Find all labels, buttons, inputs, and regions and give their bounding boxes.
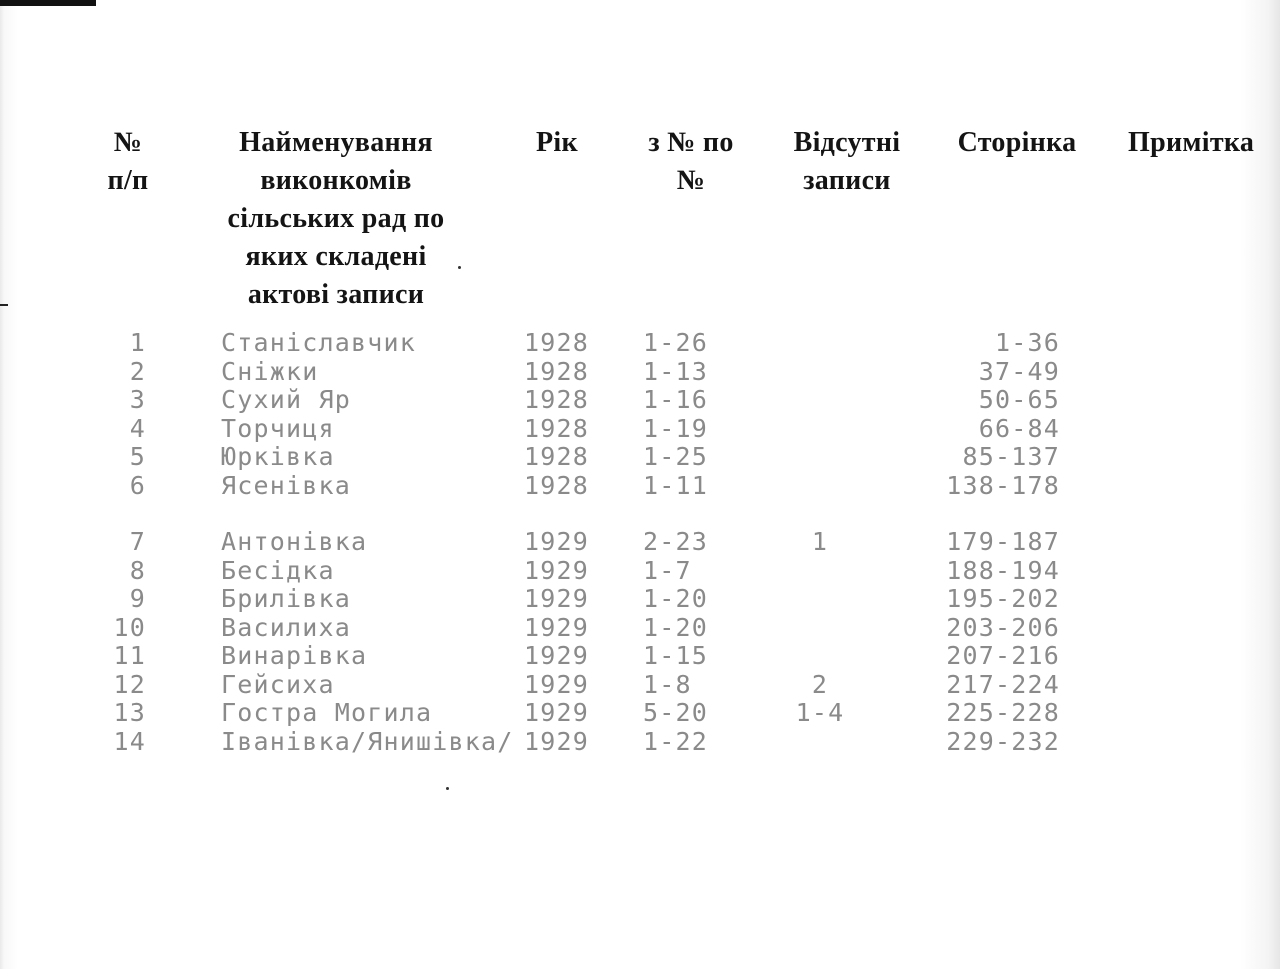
record-year: 1928 bbox=[524, 356, 590, 386]
row-number: 4 bbox=[129, 413, 146, 443]
page-range: 217-224 bbox=[946, 669, 1060, 699]
record-range: 1-11 bbox=[643, 470, 709, 500]
council-name: Брилівка bbox=[221, 584, 352, 613]
record-range: 2-23 bbox=[643, 527, 709, 556]
council-name: Іванівка/Янишівка/ bbox=[221, 726, 514, 756]
row-number: 1 bbox=[129, 328, 146, 357]
table-row bbox=[0, 385, 1280, 414]
council-name: Торчиця bbox=[221, 413, 335, 443]
council-name: Василиха bbox=[221, 612, 352, 642]
header-number: № п/п bbox=[107, 127, 149, 196]
record-year: 1928 bbox=[524, 328, 590, 357]
record-range: 1-13 bbox=[643, 356, 709, 386]
row-number: 3 bbox=[129, 385, 146, 414]
records-table bbox=[0, 328, 1280, 755]
record-range: 1-20 bbox=[643, 584, 709, 613]
page-range: 85-137 bbox=[962, 442, 1060, 471]
record-year: 1928 bbox=[524, 470, 590, 500]
record-year: 1929 bbox=[524, 555, 590, 585]
record-year: 1929 bbox=[524, 584, 590, 613]
record-range: 1-19 bbox=[643, 413, 709, 443]
council-name: Юрківка bbox=[221, 442, 335, 471]
page-range: 225-228 bbox=[946, 698, 1060, 727]
margin-mark bbox=[0, 304, 8, 306]
row-number: 11 bbox=[113, 641, 146, 670]
table-row bbox=[0, 727, 1280, 756]
row-number: 2 bbox=[129, 356, 146, 386]
page-range: 195-202 bbox=[946, 584, 1060, 613]
record-year: 1928 bbox=[524, 442, 590, 471]
record-range: 1-7 bbox=[643, 555, 692, 585]
record-range: 1-20 bbox=[643, 612, 709, 642]
scan-corner-mark bbox=[0, 0, 96, 6]
page-range: 66-84 bbox=[978, 413, 1060, 443]
header-missing: Відсутні записи bbox=[793, 127, 901, 196]
missing-records: 2 bbox=[811, 669, 829, 699]
page-range: 203-206 bbox=[946, 612, 1060, 642]
row-number: 14 bbox=[113, 726, 146, 756]
page-range: 179-187 bbox=[946, 527, 1060, 556]
missing-records: 1-4 bbox=[795, 698, 845, 727]
table-row bbox=[0, 471, 1280, 500]
record-year: 1929 bbox=[524, 641, 590, 670]
table-row bbox=[0, 328, 1280, 357]
council-name: Винарівка bbox=[221, 641, 368, 670]
row-number: 7 bbox=[129, 527, 146, 556]
row-number: 8 bbox=[129, 555, 146, 585]
header-range: з № по № bbox=[648, 127, 734, 196]
row-number: 10 bbox=[113, 612, 146, 642]
ink-speck bbox=[446, 787, 449, 790]
table-row bbox=[0, 442, 1280, 471]
table-row bbox=[0, 527, 1280, 556]
record-year: 1929 bbox=[524, 726, 590, 756]
row-number: 5 bbox=[129, 442, 146, 471]
record-range: 1-8 bbox=[643, 669, 692, 699]
page-range: 229-232 bbox=[946, 726, 1060, 756]
table-row bbox=[0, 670, 1280, 699]
council-name: Гостра Могила bbox=[221, 698, 433, 727]
row-number: 9 bbox=[129, 584, 146, 613]
page-range: 1-36 bbox=[994, 328, 1060, 357]
table-row bbox=[0, 584, 1280, 613]
record-year: 1929 bbox=[524, 527, 590, 556]
record-range: 1-22 bbox=[643, 726, 709, 756]
row-number: 13 bbox=[113, 698, 146, 727]
council-name: Сухий Яр bbox=[221, 385, 352, 414]
record-range: 1-15 bbox=[643, 641, 709, 670]
council-name: Бесідка bbox=[221, 555, 335, 585]
page-range: 37-49 bbox=[978, 356, 1060, 386]
record-year: 1928 bbox=[524, 413, 590, 443]
record-range: 1-26 bbox=[643, 328, 709, 357]
row-number: 12 bbox=[113, 669, 146, 699]
record-year: 1929 bbox=[524, 612, 590, 642]
table-row bbox=[0, 698, 1280, 727]
council-name: Станіславчик bbox=[221, 328, 417, 357]
table-row bbox=[0, 556, 1280, 585]
header-page: Сторінка bbox=[957, 127, 1077, 158]
page-range: 138-178 bbox=[946, 470, 1060, 500]
record-year: 1929 bbox=[524, 698, 590, 727]
record-range: 5-20 bbox=[643, 698, 709, 727]
table-row bbox=[0, 641, 1280, 670]
page-range: 188-194 bbox=[946, 555, 1060, 585]
record-range: 1-25 bbox=[643, 442, 709, 471]
table-row bbox=[0, 357, 1280, 386]
table-row bbox=[0, 414, 1280, 443]
page-range: 207-216 bbox=[946, 641, 1060, 670]
row-number: 6 bbox=[129, 470, 146, 500]
missing-records: 1 bbox=[811, 527, 829, 556]
council-name: Антонівка bbox=[221, 527, 368, 556]
council-name: Сніжки bbox=[221, 356, 319, 386]
header-year: Рік bbox=[536, 127, 578, 158]
council-name: Ясенівка bbox=[221, 470, 352, 500]
record-year: 1929 bbox=[524, 669, 590, 699]
council-name: Гейсиха bbox=[221, 669, 335, 699]
page-range: 50-65 bbox=[978, 385, 1060, 414]
header-name: Найменування виконкомів сільських рад по яких складені актові записи bbox=[227, 127, 445, 310]
record-year: 1928 bbox=[524, 385, 590, 414]
table-row bbox=[0, 613, 1280, 642]
header-note: Примітка bbox=[1128, 127, 1255, 158]
record-range: 1-16 bbox=[643, 385, 709, 414]
